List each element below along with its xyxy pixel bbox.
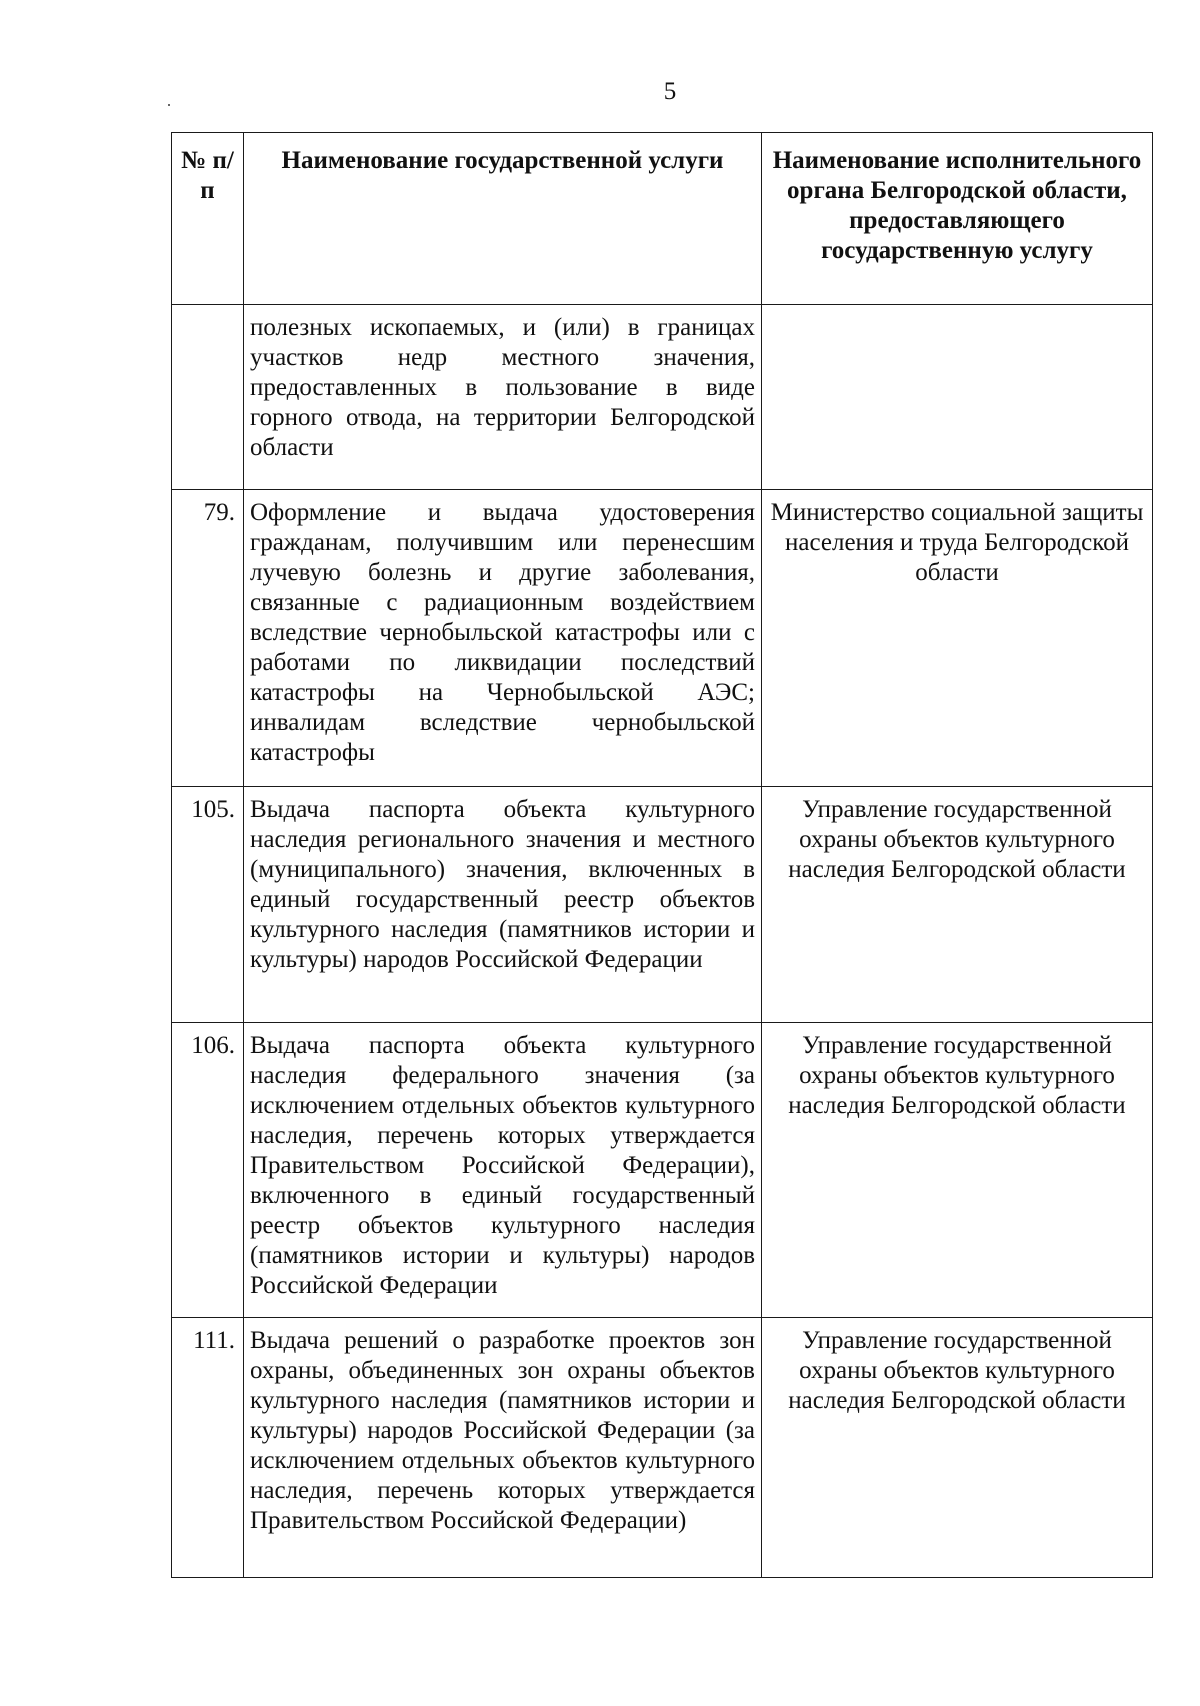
row-number: 111. [172, 1318, 244, 1578]
organization-name: Управление государственной охраны объектов культурного наследия Белгородской области [762, 787, 1153, 1023]
header-organization: Наименование исполнительного органа Белгородской области, предоставляющего государственную услугу [762, 133, 1153, 305]
table-row [172, 1023, 1153, 1318]
table-row [172, 787, 1153, 1023]
service-name: полезных ископаемых, и (или) в границах участков недр местного значения, предоставленных в пользование в виде горного отвода, на территории Белгородской области [244, 305, 762, 490]
service-name: Выдача паспорта объекта культурного наследия регионального значения и местного (муниципального) значения, включенных в единый государственный реестр объектов культурного наследия (памятников истории и культуры) народов Российской Федерации [244, 787, 762, 1023]
organization-name: Министерство социальной защиты населения и труда Белгородской области [762, 490, 1153, 787]
page-number: 5 [663, 78, 677, 105]
organization-name: Управление государственной охраны объектов культурного наследия Белгородской области [762, 1023, 1153, 1318]
table-row [172, 305, 1153, 490]
organization-name: Управление государственной охраны объектов культурного наследия Белгородской области [762, 1318, 1153, 1578]
header-service-name: Наименование государственной услуги [244, 133, 762, 305]
table-header-row [172, 133, 1153, 305]
row-number: 105. [172, 787, 244, 1023]
service-name: Оформление и выдача удостоверения гражданам, получившим или перенесшим лучевую болезнь и другие заболевания, связанные с радиационным воздействием вследствие чернобыльской катастрофы или с работами по ликвидации последствий катастрофы на Чернобыльской АЭС; инвалидам вследствие чернобыльской катастрофы [244, 490, 762, 787]
service-name: Выдача решений о разработке проектов зон охраны, объединенных зон охраны объектов культурного наследия (памятников истории и культуры) народов Российской Федерации (за исключением отдельных объектов культурного наследия, перечень которых утверждается Правительством Российской Федерации) [244, 1318, 762, 1578]
service-name: Выдача паспорта объекта культурного наследия федерального значения (за исключением отдельных объектов культурного наследия, перечень которых утверждается Правительством Российской Федерации), включенного в единый государственный реестр объектов культурного наследия (памятников истории и культуры) народов Российской Федерации [244, 1023, 762, 1318]
table-row [172, 490, 1153, 787]
organization-name [762, 305, 1153, 490]
row-number [172, 305, 244, 490]
services-table [171, 132, 1153, 1578]
table-row [172, 1318, 1153, 1578]
row-number: 106. [172, 1023, 244, 1318]
row-number: 79. [172, 490, 244, 787]
header-num: № п/п [172, 133, 244, 305]
